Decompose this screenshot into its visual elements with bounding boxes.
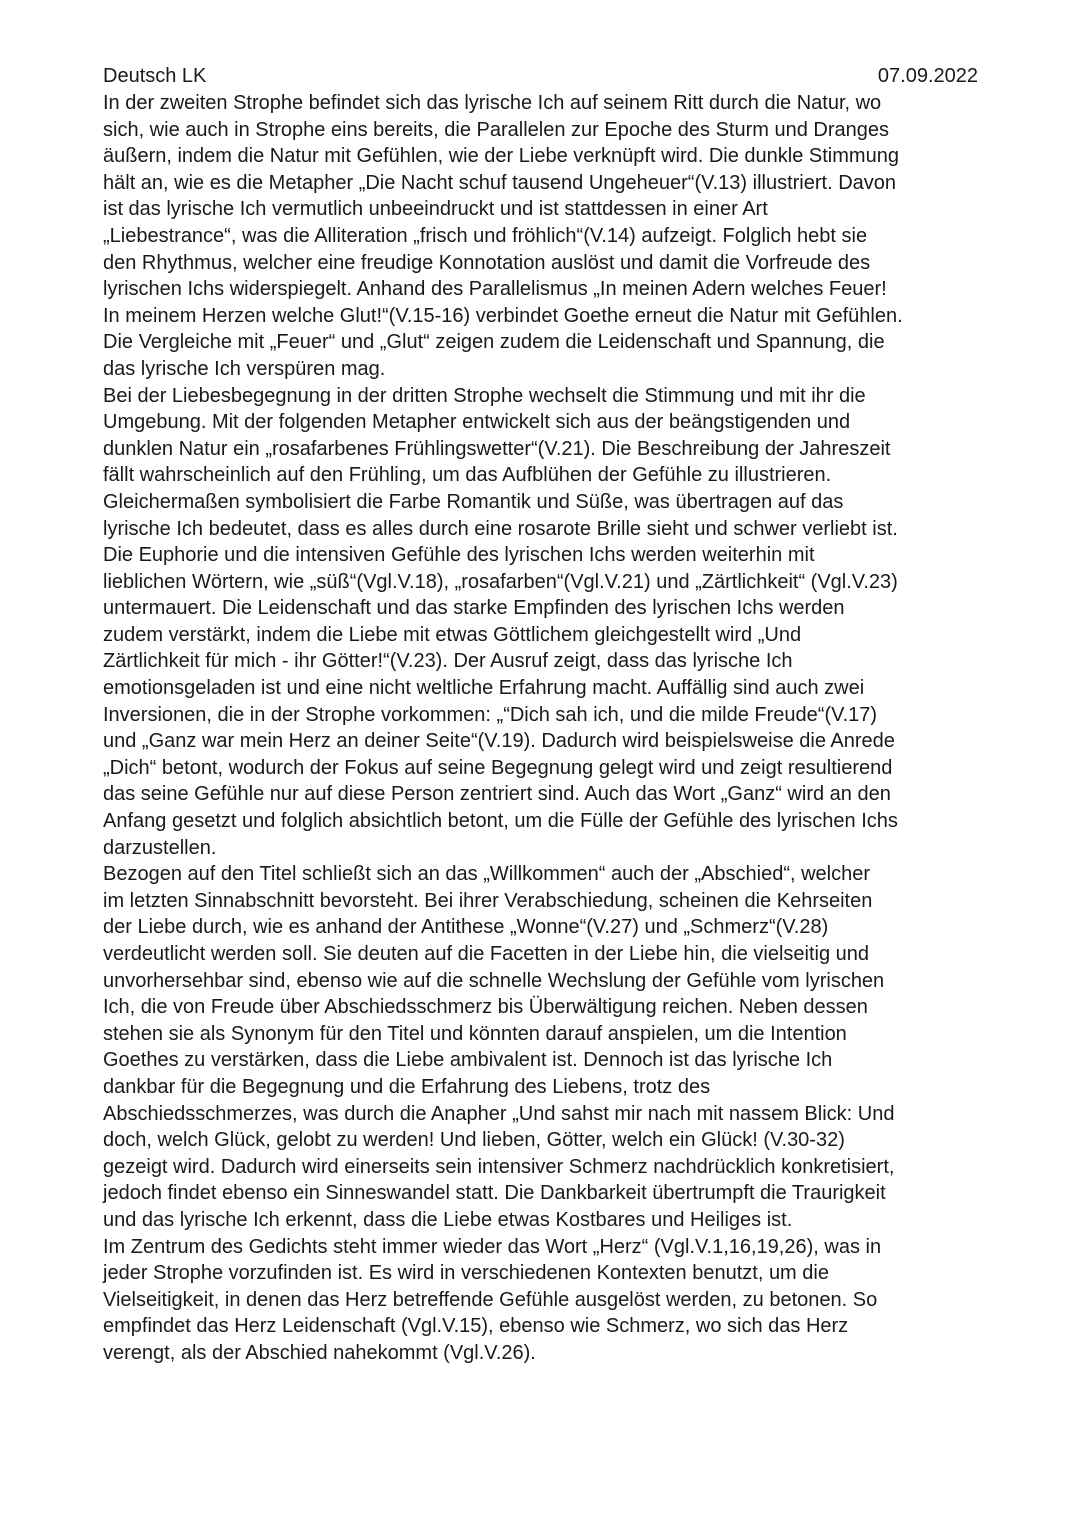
text-line: äußern, indem die Natur mit Gefühlen, wie der Liebe verknüpft wird. Die dunkle Stimmung bbox=[103, 145, 899, 168]
text-line: dankbar für die Begegnung und die Erfahrung des Liebens, trotz des bbox=[103, 1075, 711, 1098]
text-line: Die Euphorie und die intensiven Gefühle des lyrischen Ichs werden weiterhin mit bbox=[103, 544, 815, 567]
text-line: und das lyrische Ich erkennt, dass die Liebe etwas Kostbares und Heiliges ist. bbox=[103, 1208, 793, 1231]
text-line: der Liebe durch, wie es anhand der Antithese „Wonne“(V.27) und „Schmerz“(V.28) bbox=[103, 916, 829, 939]
text-line: dunklen Natur ein „rosafarbenes Frühlingswetter“(V.21). Die Beschreibung der Jahreszeit bbox=[103, 437, 891, 460]
text-line: Goethes zu verstärken, dass die Liebe ambivalent ist. Dennoch ist das lyrische Ich bbox=[103, 1049, 833, 1072]
text-line: und „Ganz war mein Herz an deiner Seite“(V.19). Dadurch wird beispielsweise die Anrede bbox=[103, 730, 895, 753]
text-line: das seine Gefühle nur auf diese Person zentriert sind. Auch das Wort „Ganz“ wird an den bbox=[103, 783, 891, 806]
text-line: ist das lyrische Ich vermutlich unbeeindruckt und ist stattdessen in einer Art bbox=[103, 198, 768, 221]
course-label: Deutsch LK bbox=[103, 65, 207, 87]
text-line: Zärtlichkeit für mich - ihr Götter!“(V.23). Der Ausruf zeigt, dass das lyrische Ich bbox=[103, 650, 793, 673]
text-line: „Liebestrance“, was die Alliteration „frisch und fröhlich“(V.14) aufzeigt. Folglich hebt sie bbox=[103, 224, 868, 247]
text-line: verdeutlicht werden soll. Sie deuten auf die Facetten in der Liebe hin, die vielseitig und bbox=[103, 943, 870, 965]
text-line: verengt, als der Abschied nahekommt (Vgl.V.26). bbox=[103, 1341, 536, 1364]
text-line: empfindet das Herz Leidenschaft (Vgl.V.15), ebenso wie Schmerz, wo sich das Herz bbox=[103, 1315, 849, 1338]
text-line: Gleichermaßen symbolisiert die Farbe Romantik und Süße, was übertragen auf das bbox=[103, 490, 844, 513]
text-line: doch, welch Glück, gelobt zu werden! Und lieben, Götter, welch ein Glück! (V.30-32) bbox=[103, 1129, 845, 1152]
document-header bbox=[103, 62, 978, 90]
text-line: Die Vergleiche mit „Feuer“ und „Glut“ zeigen zudem die Leidenschaft und Spannung, die bbox=[103, 331, 885, 354]
text-line: In der zweiten Strophe befindet sich das lyrische Ich auf seinem Ritt durch die Natur, wo bbox=[103, 92, 882, 114]
text-line: Abschiedsschmerzes, was durch die Anapher „Und sahst mir nach mit nassem Blick: Und bbox=[103, 1102, 895, 1125]
text-line: lyrische Ich bedeutet, dass es alles durch eine rosarote Brille sieht und schwer verliebt ist. bbox=[103, 517, 898, 540]
document-page bbox=[103, 62, 978, 1367]
text-line: zudem verstärkt, indem die Liebe mit etwas Göttlichem gleichgestellt wird „Und bbox=[103, 623, 802, 646]
text-line: jeder Strophe vorzufinden ist. Es wird in verschiedenen Kontexten benutzt, um die bbox=[103, 1262, 829, 1285]
text-line: das lyrische Ich verspüren mag. bbox=[103, 357, 386, 380]
text-line: Bezogen auf den Titel schließt sich an das „Willkommen“ auch der „Abschied“, welcher bbox=[103, 863, 871, 886]
text-line: untermauert. Die Leidenschaft und das starke Empfinden des lyrischen Ichs werden bbox=[103, 597, 845, 620]
text-line: In meinem Herzen welche Glut!“(V.15-16) verbindet Goethe erneut die Natur mit Gefühlen. bbox=[103, 304, 903, 327]
text-line: Ich, die von Freude über Abschiedsschmerz bis Überwältigung reichen. Neben dessen bbox=[103, 996, 868, 1019]
essay-body bbox=[103, 90, 978, 1367]
text-line: stehen sie als Synonym für den Titel und könnten darauf anspielen, um die Intention bbox=[103, 1022, 847, 1045]
text-line: Umgebung. Mit der folgenden Metapher entwickelt sich aus der beängstigenden und bbox=[103, 411, 851, 434]
text-line: lieblichen Wörtern, wie „süß“(Vgl.V.18), „rosafarben“(Vgl.V.21) und „Zärtlichkeit“ (Vgl.V.23) bbox=[103, 570, 898, 593]
text-line: unvorhersehbar sind, ebenso wie auf die schnelle Wechslung der Gefühle vom lyrischen bbox=[103, 969, 885, 992]
text-line: sich, wie auch in Strophe eins bereits, die Parallelen zur Epoche des Sturm und Dranges bbox=[103, 118, 889, 141]
text-line: fällt wahrscheinlich auf den Frühling, um das Aufblühen der Gefühle zu illustrieren. bbox=[103, 464, 832, 487]
text-line: emotionsgeladen ist und eine nicht weltliche Erfahrung macht. Auffällig sind auch zwei bbox=[103, 677, 865, 700]
text-line: gezeigt wird. Dadurch wird einerseits sein intensiver Schmerz nachdrücklich konkretisiert, bbox=[103, 1155, 895, 1178]
text-line: „Dich“ betont, wodurch der Fokus auf seine Begegnung gelegt wird und zeigt resultierend bbox=[103, 756, 893, 779]
text-line: Im Zentrum des Gedichts steht immer wieder das Wort „Herz“ (Vgl.V.1,16,19,26), was in bbox=[103, 1235, 882, 1258]
text-line: jedoch findet ebenso ein Sinneswandel statt. Die Dankbarkeit übertrumpft die Traurigkeit bbox=[103, 1182, 886, 1205]
text-line: Bei der Liebesbegegnung in der dritten Strophe wechselt die Stimmung und mit ihr die bbox=[103, 384, 866, 407]
text-line: lyrischen Ichs widerspiegelt. Anhand des Parallelismus „In meinen Adern welches Feuer! bbox=[103, 278, 887, 301]
text-line: Inversionen, die in der Strophe vorkommen: „“Dich sah ich, und die milde Freude“(V.17) bbox=[103, 703, 878, 726]
text-line: hält an, wie es die Metapher „Die Nacht schuf tausend Ungeheuer“(V.13) illustriert. Davon bbox=[103, 171, 897, 194]
text-line: Anfang gesetzt und folglich absichtlich betont, um die Fülle der Gefühle des lyrischen Ichs bbox=[103, 810, 898, 833]
text-line: Vielseitigkeit, in denen das Herz betreffende Gefühle ausgelöst werden, zu betonen. So bbox=[103, 1288, 878, 1311]
text-line: im letzten Sinnabschnitt bevorsteht. Bei ihrer Verabschiedung, scheinen die Kehrseiten bbox=[103, 889, 873, 912]
date-label: 07.09.2022 bbox=[877, 65, 978, 87]
text-line: darzustellen. bbox=[103, 836, 217, 859]
text-line: den Rhythmus, welcher eine freudige Konnotation auslöst und damit die Vorfreude des bbox=[103, 251, 871, 274]
